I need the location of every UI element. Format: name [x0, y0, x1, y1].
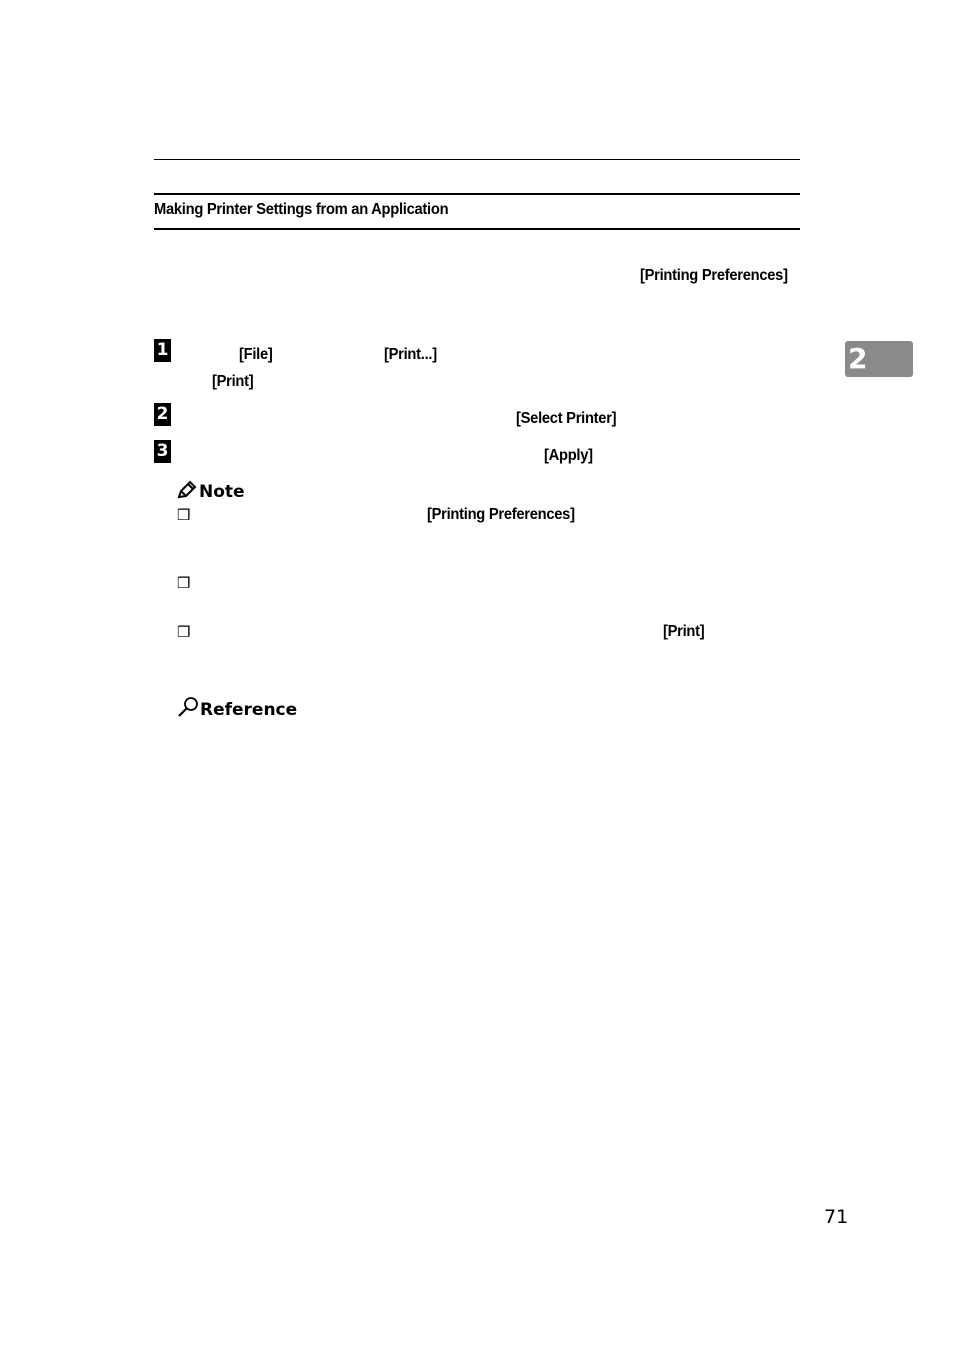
step-1-file: [File]: [239, 346, 273, 363]
pencil-icon: [177, 480, 197, 500]
intro-printing-preferences: [Printing Preferences]: [640, 267, 788, 284]
step-1-number: 1: [154, 339, 171, 362]
step-1-print-menu: [Print...]: [384, 346, 437, 363]
page-number: 71: [824, 1206, 849, 1228]
step-2-number: 2: [154, 403, 171, 426]
heading-top-rule: [154, 193, 800, 195]
note-item-1-bullet: ❒: [177, 506, 191, 524]
step-3-number: 3: [154, 440, 171, 463]
section-title: Making Printer Settings from an Application: [154, 201, 449, 218]
note-heading: Note: [199, 482, 245, 502]
note-item-3-bullet: ❒: [177, 623, 191, 641]
note-item-3-text: [Print]: [663, 623, 705, 640]
magnifier-icon: [177, 696, 199, 718]
step-2-select-printer: [Select Printer]: [516, 410, 617, 427]
step-3-apply: [Apply]: [544, 447, 593, 464]
reference-heading: Reference: [200, 700, 298, 720]
heading-bottom-rule: [154, 228, 800, 230]
step-1-print: [Print]: [212, 373, 254, 390]
note-item-2-bullet: ❒: [177, 574, 191, 592]
chapter-number: 2: [848, 342, 868, 375]
chapter-tab: [845, 341, 913, 377]
note-item-1-text: [Printing Preferences]: [427, 506, 575, 523]
top-rule: [154, 159, 800, 160]
